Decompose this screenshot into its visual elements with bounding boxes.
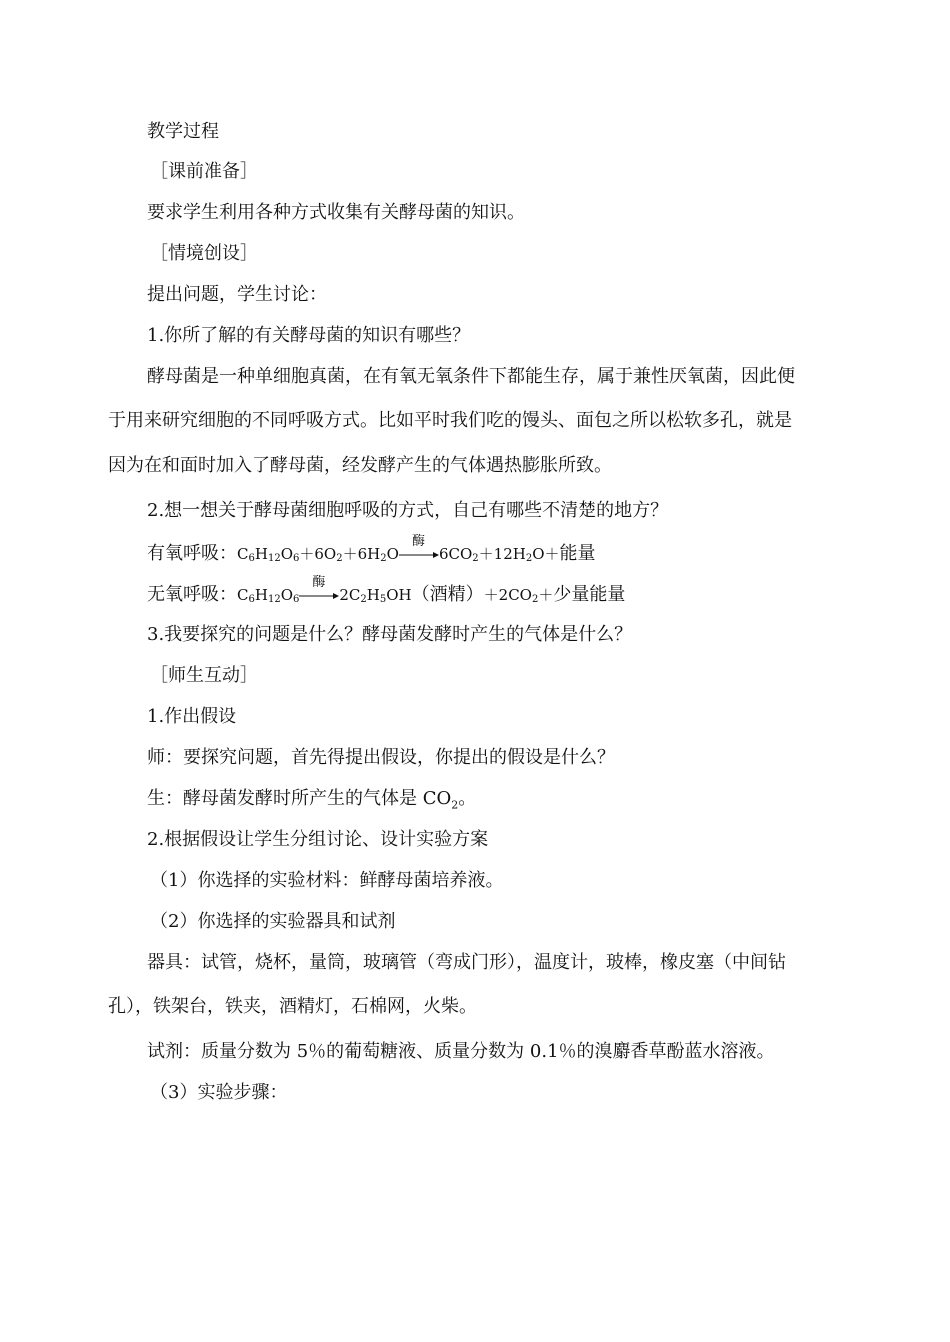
- aerobic-equation: 有氧呼吸：$C_6H_{12}O_6+6O_2+6H_2O$ 酶 $6CO_2+12H_2O+$能量: [147, 534, 596, 564]
- subheading-interaction: ［师生互动］: [150, 665, 258, 686]
- reaction-arrow: [399, 534, 439, 565]
- equation-label: 有氧呼吸：: [147, 543, 237, 564]
- paragraph-line: 因为在和面时加入了酵母菌，经发酵产生的气体遇热膨胀所致。: [108, 455, 612, 476]
- question-3: 3.我要探究的问题是什么？酵母菌发酵时产生的气体是什么？: [147, 624, 633, 645]
- paragraph-line: 于用来研究细胞的不同呼吸方式。比如平时我们吃的馒头、面包之所以松软多孔，就是: [108, 410, 792, 431]
- arrow-icon: [399, 550, 439, 560]
- reaction-arrow: [299, 575, 339, 606]
- question-2: 2.想一想关于酵母菌细胞呼吸的方式，自己有哪些不清楚的地方？: [147, 500, 669, 521]
- teacher-line: 师：要探究问题，首先得提出假设，你提出的假设是什么？: [147, 747, 615, 768]
- subheading-scenario: ［情境创设］: [150, 243, 258, 264]
- subheading-preparation: ［课前准备］: [150, 161, 258, 182]
- enzyme-label: 酶: [312, 575, 326, 590]
- sub-step-2: （2）你选择的实验器具和试剂: [150, 911, 396, 932]
- equipment-line: 器具：试管，烧杯，量筒，玻璃管（弯成门形），温度计，玻棒，橡皮塞（中间钻: [147, 952, 786, 973]
- question-1: 1.你所了解的有关酵母菌的知识有哪些？: [147, 325, 471, 346]
- anaerobic-equation: 无氧呼吸：$C_6H_{12}O_6$ 酶 $2C_2H_5OH$（酒精）$+2CO_2+$少量能量: [147, 575, 626, 605]
- step-1: 1.作出假设: [147, 706, 237, 727]
- step-2: 2.根据假设让学生分组讨论、设计实验方案: [147, 829, 489, 850]
- equipment-line: 孔），铁架台，铁夹，酒精灯，石棉网，火柴。: [108, 996, 477, 1017]
- sub-step-1: （1）你选择的实验材料：鲜酵母菌培养液。: [150, 870, 504, 891]
- sub-step-3: （3）实验步骤：: [150, 1082, 288, 1103]
- student-line: 生：酵母菌发酵时所产生的气体是 $CO_2$。: [147, 788, 477, 812]
- arrow-icon: [299, 591, 339, 601]
- reagents-line: 试剂：质量分数为 5％的葡萄糖液、质量分数为 0.1％的溴麝香草酚蓝水溶液。: [147, 1041, 775, 1062]
- paragraph: 要求学生利用各种方式收集有关酵母菌的知识。: [147, 202, 525, 223]
- paragraph-line: 酵母菌是一种单细胞真菌，在有氧无氧条件下都能生存，属于兼性厌氧菌，因此便: [147, 366, 795, 387]
- section-heading: 教学过程: [147, 121, 219, 142]
- enzyme-label: 酶: [411, 534, 425, 549]
- paragraph: 提出问题，学生讨论：: [147, 284, 327, 305]
- equation-label: 无氧呼吸：: [147, 584, 237, 605]
